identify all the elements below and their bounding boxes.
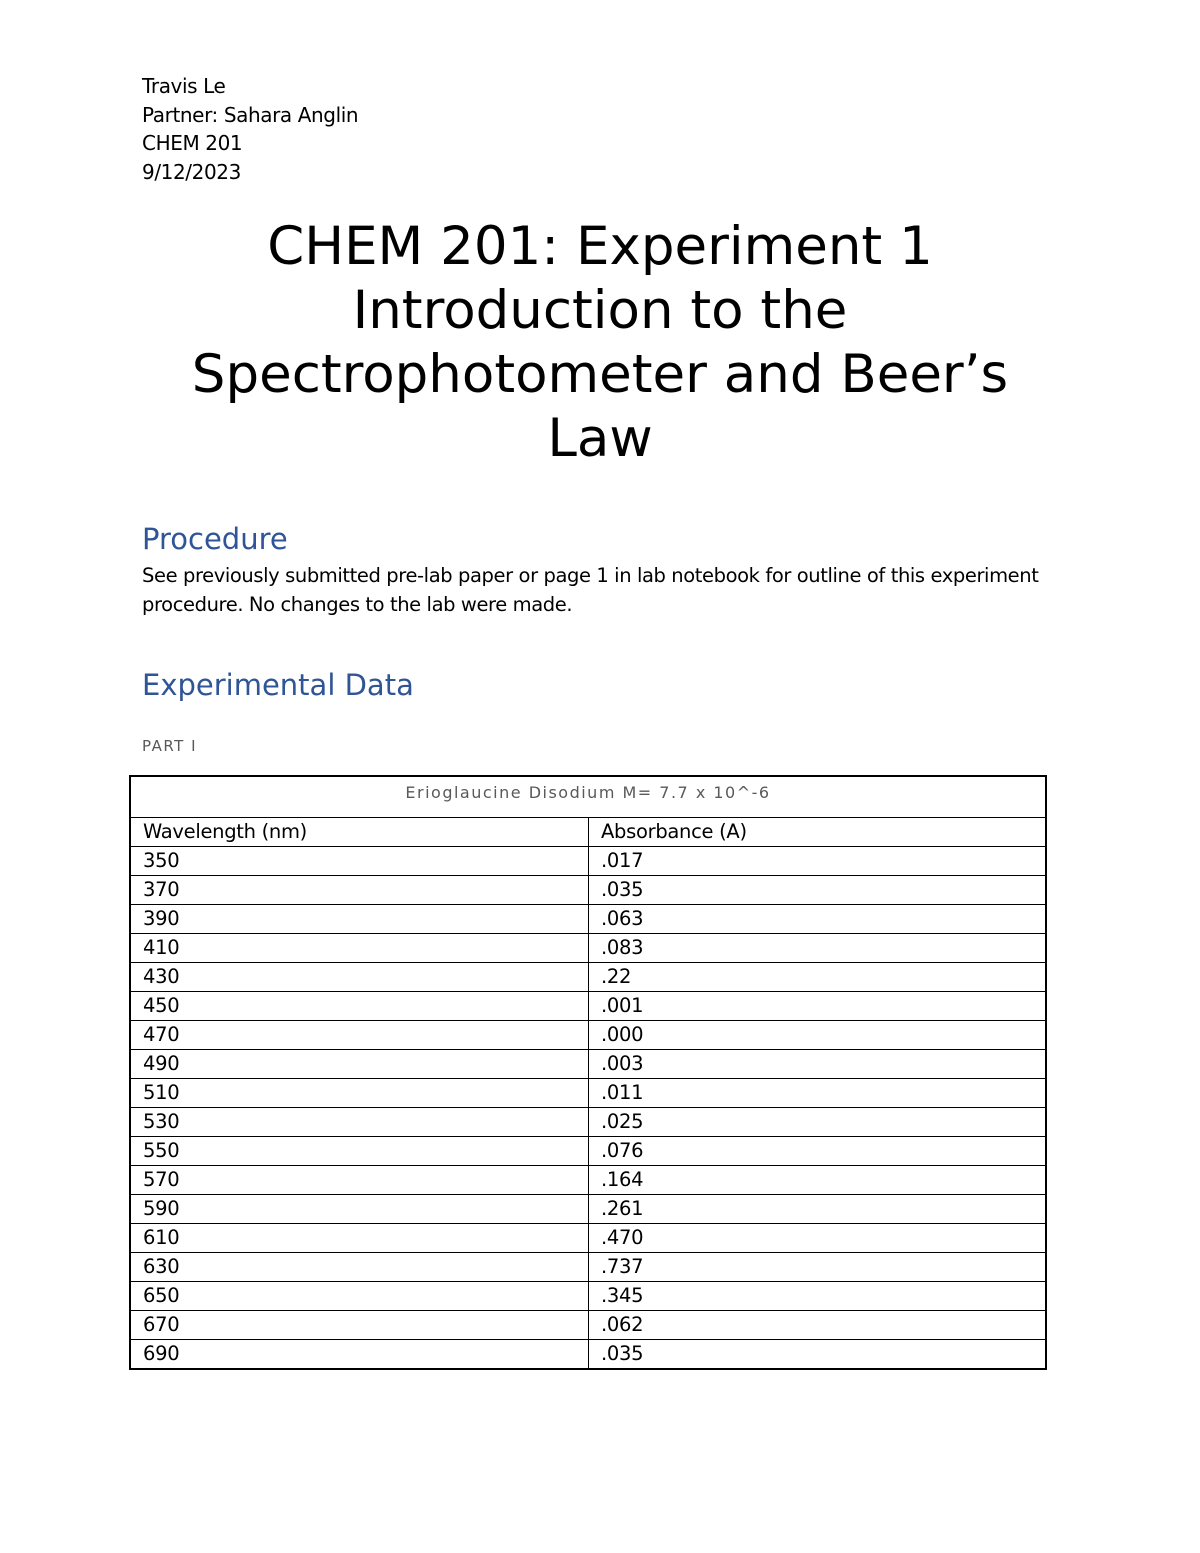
absorbance-cell: .083 — [589, 934, 1047, 963]
absorbance-cell: .001 — [589, 992, 1047, 1021]
procedure-heading: Procedure — [142, 522, 288, 556]
wavelength-cell: 450 — [130, 992, 589, 1021]
wavelength-cell: 350 — [130, 847, 589, 876]
table-row — [130, 1282, 1046, 1311]
absorbance-cell: .035 — [589, 1340, 1047, 1370]
absorbance-cell: .737 — [589, 1253, 1047, 1282]
wavelength-cell: 530 — [130, 1108, 589, 1137]
table-row — [130, 876, 1046, 905]
wavelength-cell: 430 — [130, 963, 589, 992]
wavelength-cell: 470 — [130, 1021, 589, 1050]
wavelength-cell: 510 — [130, 1079, 589, 1108]
table-caption: Erioglaucine Disodium M= 7.7 x 10^-6 — [130, 776, 1046, 818]
table-row — [130, 992, 1046, 1021]
wavelength-cell: 610 — [130, 1224, 589, 1253]
partner-name: Partner: Sahara Anglin — [142, 102, 359, 127]
absorbance-cell: .164 — [589, 1166, 1047, 1195]
absorbance-cell: .017 — [589, 847, 1047, 876]
table-row — [130, 1224, 1046, 1253]
table-row — [130, 1108, 1046, 1137]
table-body — [130, 847, 1046, 1370]
absorbance-cell: .000 — [589, 1021, 1047, 1050]
wavelength-cell: 670 — [130, 1311, 589, 1340]
absorbance-cell: .063 — [589, 905, 1047, 934]
procedure-text: See previously submitted pre-lab paper or page 1 in lab notebook for outline of this experiment procedure. No changes to the lab were made. — [142, 564, 1039, 616]
absorbance-cell: .22 — [589, 963, 1047, 992]
absorbance-cell: .470 — [589, 1224, 1047, 1253]
absorbance-cell: .261 — [589, 1195, 1047, 1224]
title-line-2: Introduction to the — [352, 280, 848, 341]
part-label: PART I — [142, 737, 198, 755]
absorbance-cell: .003 — [589, 1050, 1047, 1079]
wavelength-cell: 690 — [130, 1340, 589, 1370]
absorbance-cell: .345 — [589, 1282, 1047, 1311]
table-row — [130, 1137, 1046, 1166]
absorbance-cell: .035 — [589, 876, 1047, 905]
table-caption-row — [130, 776, 1046, 818]
document-title — [0, 215, 1200, 471]
absorbance-cell: .076 — [589, 1137, 1047, 1166]
wavelength-cell: 590 — [130, 1195, 589, 1224]
table-row — [130, 1340, 1046, 1370]
table-row — [130, 1079, 1046, 1108]
column-header-absorbance: Absorbance (A) — [589, 818, 1047, 847]
wavelength-cell: 570 — [130, 1166, 589, 1195]
author-name: Travis Le — [142, 74, 226, 98]
wavelength-cell: 410 — [130, 934, 589, 963]
table-row — [130, 1166, 1046, 1195]
title-line-1: CHEM 201: Experiment 1 — [267, 216, 933, 277]
absorbance-cell: .025 — [589, 1108, 1047, 1137]
table-row — [130, 963, 1046, 992]
table-row — [130, 934, 1046, 963]
wavelength-cell: 550 — [130, 1137, 589, 1166]
wavelength-cell: 370 — [130, 876, 589, 905]
absorbance-cell: .011 — [589, 1079, 1047, 1108]
column-header-wavelength: Wavelength (nm) — [130, 818, 589, 847]
absorbance-table — [129, 775, 1047, 1370]
table-header-row — [130, 818, 1046, 847]
wavelength-cell: 490 — [130, 1050, 589, 1079]
table-row — [130, 1050, 1046, 1079]
wavelength-cell: 650 — [130, 1282, 589, 1311]
course-code: CHEM 201 — [142, 131, 243, 155]
table-row — [130, 1195, 1046, 1224]
report-date: 9/12/2023 — [142, 159, 241, 184]
table-row — [130, 1311, 1046, 1340]
absorbance-cell: .062 — [589, 1311, 1047, 1340]
header-info — [142, 72, 358, 186]
table-row — [130, 1253, 1046, 1282]
title-line-4: Law — [547, 408, 653, 469]
wavelength-cell: 390 — [130, 905, 589, 934]
experimental-data-heading: Experimental Data — [142, 668, 414, 702]
table-row — [130, 847, 1046, 876]
table-row — [130, 1021, 1046, 1050]
title-line-3: Spectrophotometer and Beer’s — [191, 344, 1009, 405]
table-row — [130, 905, 1046, 934]
wavelength-cell: 630 — [130, 1253, 589, 1282]
